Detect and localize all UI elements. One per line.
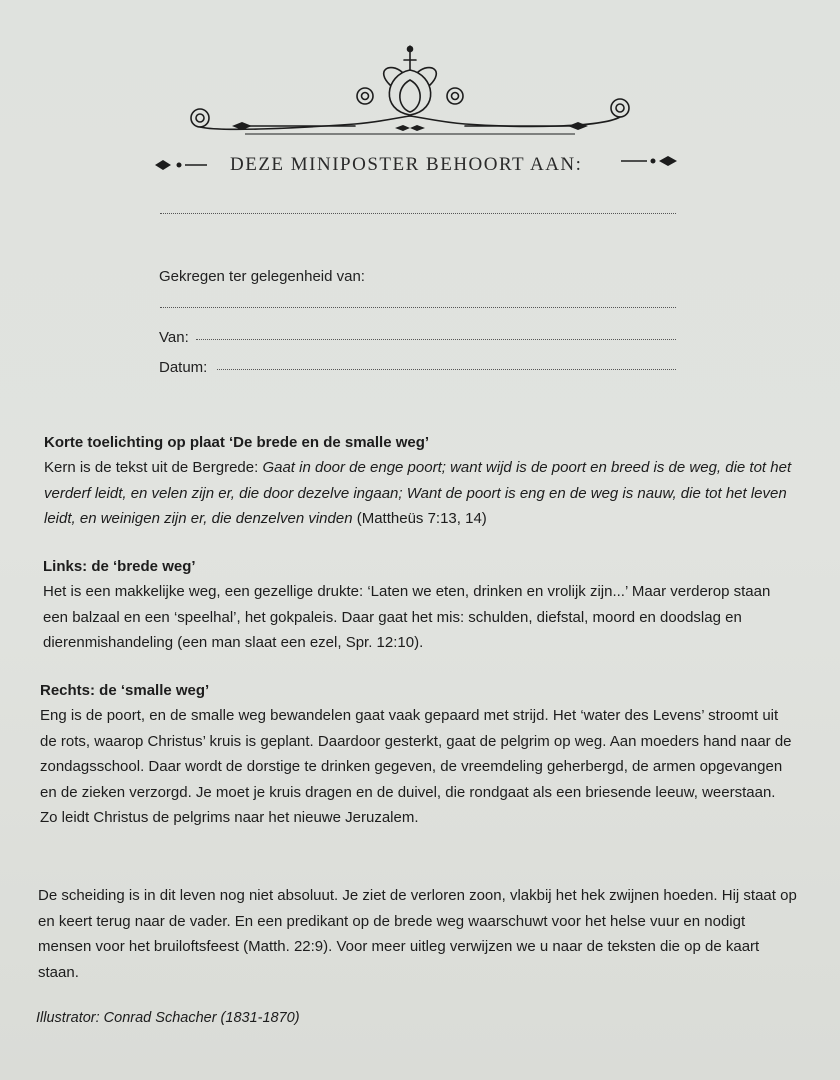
narrow-way-heading: Rechts: de ‘smalle weg’ <box>40 682 210 699</box>
owner-header <box>155 152 680 180</box>
narrow-way-text: Eng is de poort, en de smalle weg bewandelen gaat vaak gepaard met strijd. Het ‘water des Levens’ stroomt uit de rots, waarop Christus’ kruis is geplant. Daardoor gesterkt, gaat de pelgrim op weg. Aan moeders hand naar de zondagsschool. Daar wordt de dorstige te drinken gegeven, de vreemdeling geherbergd, de armen opgevangen en de zieken verzorgd. Je moet je kruis dragen en de duivel, die rondgaat als een briesende leeuw, weerstaan. <box>40 707 792 801</box>
separation-section <box>38 883 798 985</box>
owner-title: DEZE MINIPOSTER BEHOORT AAN: <box>230 154 583 175</box>
occasion-label: Gekregen ter gelegenheid van: <box>159 268 365 285</box>
broad-way-heading: Links: de ‘brede weg’ <box>43 558 196 575</box>
from-label: Van: <box>159 329 189 346</box>
diamond-flourish-right-icon <box>621 154 677 168</box>
owner-name-line[interactable] <box>160 213 676 214</box>
occasion-line[interactable] <box>160 307 676 308</box>
broad-way-text: Het is een makkelijke weg, een gezellige drukte: ‘Laten we eten, drinken en vrolijk zijn...’ Maar verderop staan een balzaal en een ‘speelhal’, het gokpaleis. Daar gaat het mis: schulden, diefstal, moord en doodslag en dierenmishandeling (een man slaat een ezel, Spr. 12:10). <box>43 583 771 651</box>
explanation-intro: Kern is de tekst uit de Bergrede: <box>44 459 263 476</box>
separation-text: De scheiding is in dit leven nog niet absoluut. Je ziet de verloren zoon, vlakbij het hek zwijnen hoeden. Hij staat op en keert terug naar de vader. En een predikant op de brede weg waarschuwt voor het helse vuur en nodigt mensen voor het bruiloftsfeest (Matth. 22:9). Voor meer uitleg verwijzen we u naar de teksten die op de kaart staan. <box>38 887 797 981</box>
scroll-ornament-icon <box>180 40 640 140</box>
date-line[interactable] <box>217 369 676 370</box>
explanation-text <box>44 455 794 532</box>
narrow-way-closing: Zo leidt Christus de pelgrims naar het nieuwe Jeruzalem. <box>40 809 419 826</box>
bible-reference: (Mattheüs 7:13, 14) <box>352 510 487 527</box>
explanation-heading: Korte toelichting op plaat ‘De brede en de smalle weg’ <box>44 434 430 451</box>
date-label: Datum: <box>159 359 208 376</box>
narrow-way-section <box>40 678 795 831</box>
broad-way-section <box>43 554 795 656</box>
diamond-flourish-left-icon <box>155 158 207 172</box>
from-line[interactable] <box>196 339 676 340</box>
bible-quote: Gaat in door de enge poort; want wijd is de poort en breed is de weg, die tot het verderf leidt, en velen zijn er, die door dezelve ingaan; Want de poort is eng en de weg is nauw, die tot het leven leidt, en weinigen zijn er, die denzelven vinden <box>44 459 792 527</box>
explanation-section <box>44 430 794 532</box>
illustrator-credit: Illustrator: Conrad Schacher (1831-1870) <box>36 1010 300 1026</box>
